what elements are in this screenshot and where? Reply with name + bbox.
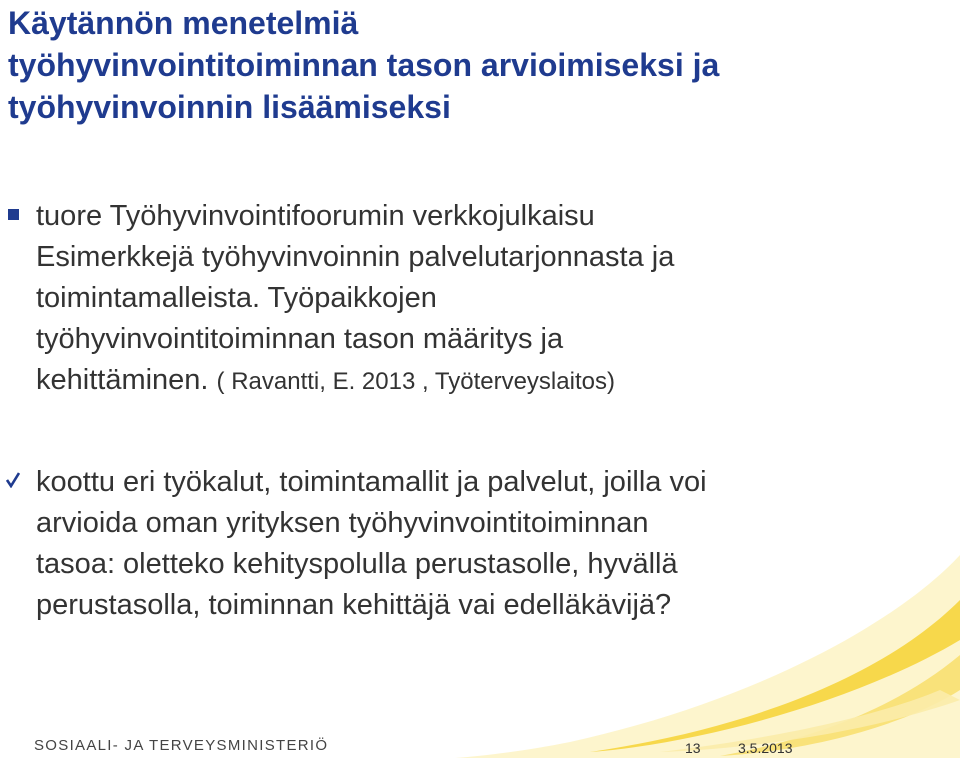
slide-date: 3.5.2013: [738, 740, 793, 756]
bullet-line-last: [36, 360, 916, 402]
slide-title: [8, 2, 938, 128]
checkmark-bullet-icon: [6, 472, 20, 488]
bullet-item-tools: [36, 462, 916, 626]
citation: ( Ravantti, E. 2013 , Työterveyslaitos): [216, 368, 615, 395]
bullet-line: tuore Työhyvinvointifoorumin verkkojulkaisu: [36, 200, 595, 232]
bullet-text: kehittäminen.: [36, 364, 217, 396]
bullet-line: tasoa: oletteko kehityspolulla perustasolle, hyvällä: [36, 548, 678, 580]
title-line: työhyvinvoinnin lisäämiseksi: [8, 89, 451, 125]
square-bullet-icon: [8, 209, 19, 220]
bullet-line: työhyvinvointitoiminnan tason määritys ja: [36, 323, 564, 355]
bullet-line: toimintamalleista. Työpaikkojen: [36, 282, 437, 314]
ministry-logo: SOSIAALI- JA TERVEYSMINISTERIÖ: [34, 737, 329, 754]
bullet-line: perustasolla, toiminnan kehittäjä vai edelläkävijä?: [36, 589, 672, 621]
title-line: Käytännön menetelmiä: [8, 5, 359, 41]
page-number: 13: [685, 740, 701, 756]
title-line: työhyvinvointitoiminnan tason arvioimiseksi ja: [8, 47, 720, 83]
bullet-line: koottu eri työkalut, toimintamallit ja palvelut, joilla voi: [36, 466, 707, 498]
bullet-item-publication: [36, 196, 916, 402]
bullet-line: arvioida oman yrityksen työhyvinvointitoiminnan: [36, 507, 649, 539]
bullet-line: Esimerkkejä työhyvinvoinnin palvelutarjonnasta ja: [36, 241, 675, 273]
